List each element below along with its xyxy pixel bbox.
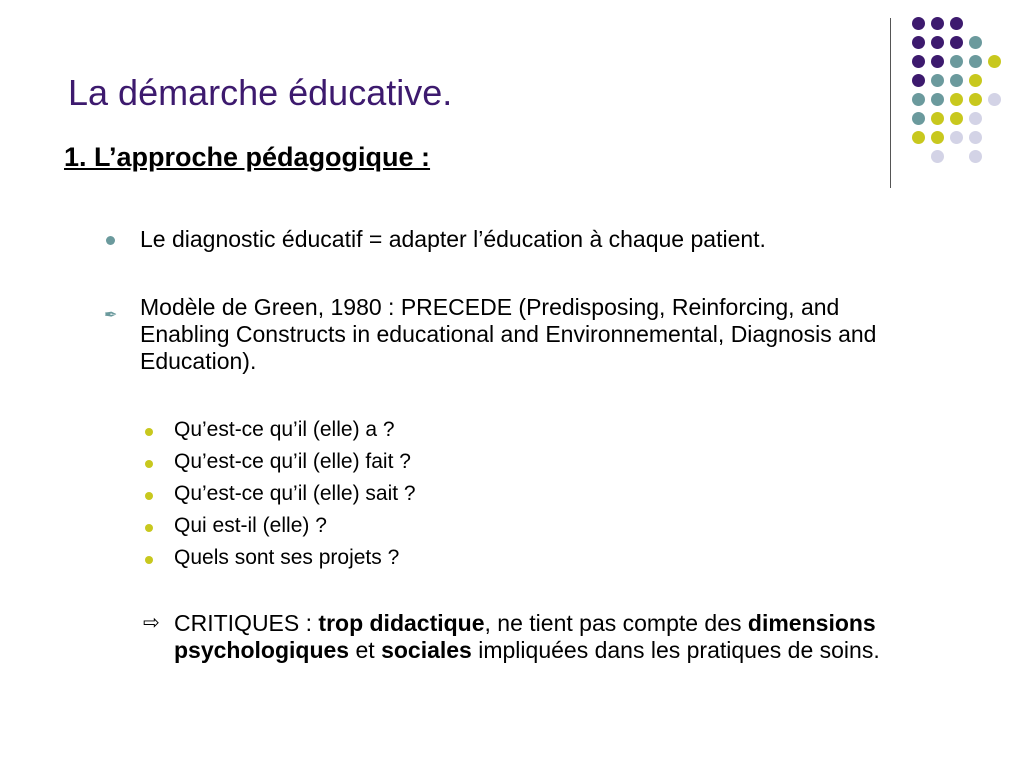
decorative-dot bbox=[988, 93, 1001, 106]
decorative-dot bbox=[912, 112, 925, 125]
yellow-dot-icon bbox=[145, 428, 153, 436]
question-item: Qui est-il (elle) ? bbox=[174, 514, 327, 537]
decorative-dot bbox=[950, 93, 963, 106]
decorative-dot bbox=[950, 17, 963, 30]
decorative-dot bbox=[969, 93, 982, 106]
decorative-dot bbox=[912, 17, 925, 30]
slide-subtitle: 1. L’approche pédagogique : bbox=[64, 142, 431, 172]
yellow-dot-icon bbox=[145, 524, 153, 532]
critiques-paragraph bbox=[174, 610, 944, 664]
decorative-dot bbox=[950, 74, 963, 87]
decorative-dot bbox=[912, 93, 925, 106]
critiques-text: et bbox=[349, 637, 382, 663]
yellow-dot-icon bbox=[145, 492, 153, 500]
decorative-dot bbox=[969, 131, 982, 144]
yellow-dot-icon bbox=[145, 460, 153, 468]
decorative-dot bbox=[931, 150, 944, 163]
bullet-green-model: Modèle de Green, 1980 : PRECEDE (Predisposing, Reinforcing, and Enabling Constructs in educational and Environnemental, Diagnosis and Education). bbox=[140, 294, 877, 374]
decorative-dot bbox=[950, 55, 963, 68]
critiques-text: impliquées dans les pratiques de soins. bbox=[471, 637, 880, 663]
decorative-dot bbox=[912, 74, 925, 87]
pen-nib-icon: ✒ bbox=[104, 307, 118, 324]
critiques-bold-didactique: trop didactique bbox=[318, 610, 485, 636]
question-item: Qu’est-ce qu’il (elle) fait ? bbox=[174, 450, 411, 473]
decorative-dot bbox=[969, 55, 982, 68]
hollow-arrow-icon: ⇨ bbox=[143, 612, 160, 634]
decorative-dot bbox=[969, 36, 982, 49]
decorative-dot bbox=[912, 36, 925, 49]
question-item: Qu’est-ce qu’il (elle) a ? bbox=[174, 418, 395, 441]
decorative-dot bbox=[931, 131, 944, 144]
decorative-dot bbox=[988, 55, 1001, 68]
bullet-diagnostic: Le diagnostic éducatif = adapter l’éducation à chaque patient. bbox=[140, 226, 766, 252]
decorative-dot bbox=[950, 131, 963, 144]
teal-dot-icon bbox=[106, 236, 115, 245]
decorative-dot bbox=[931, 112, 944, 125]
decorative-divider bbox=[890, 18, 891, 188]
yellow-dot-icon bbox=[145, 556, 153, 564]
decorative-dot bbox=[969, 112, 982, 125]
question-item: Qu’est-ce qu’il (elle) sait ? bbox=[174, 482, 416, 505]
critiques-label: CRITIQUES : bbox=[174, 610, 319, 636]
decorative-dot bbox=[931, 74, 944, 87]
decorative-dot bbox=[912, 131, 925, 144]
decorative-dot bbox=[931, 93, 944, 106]
slide-title: La démarche éducative. bbox=[68, 72, 453, 113]
decorative-dot bbox=[950, 36, 963, 49]
critiques-bold-psychologiques: dimensions psychologiques bbox=[174, 610, 876, 663]
decorative-dot bbox=[950, 112, 963, 125]
question-item: Quels sont ses projets ? bbox=[174, 546, 400, 569]
critiques-text: , ne tient pas compte des bbox=[484, 610, 748, 636]
decorative-dot bbox=[969, 150, 982, 163]
decorative-dot bbox=[912, 55, 925, 68]
decorative-dot bbox=[931, 17, 944, 30]
decorative-dot bbox=[969, 74, 982, 87]
decorative-dot bbox=[931, 36, 944, 49]
critiques-bold-sociales: sociales bbox=[381, 637, 472, 663]
decorative-dot bbox=[931, 55, 944, 68]
